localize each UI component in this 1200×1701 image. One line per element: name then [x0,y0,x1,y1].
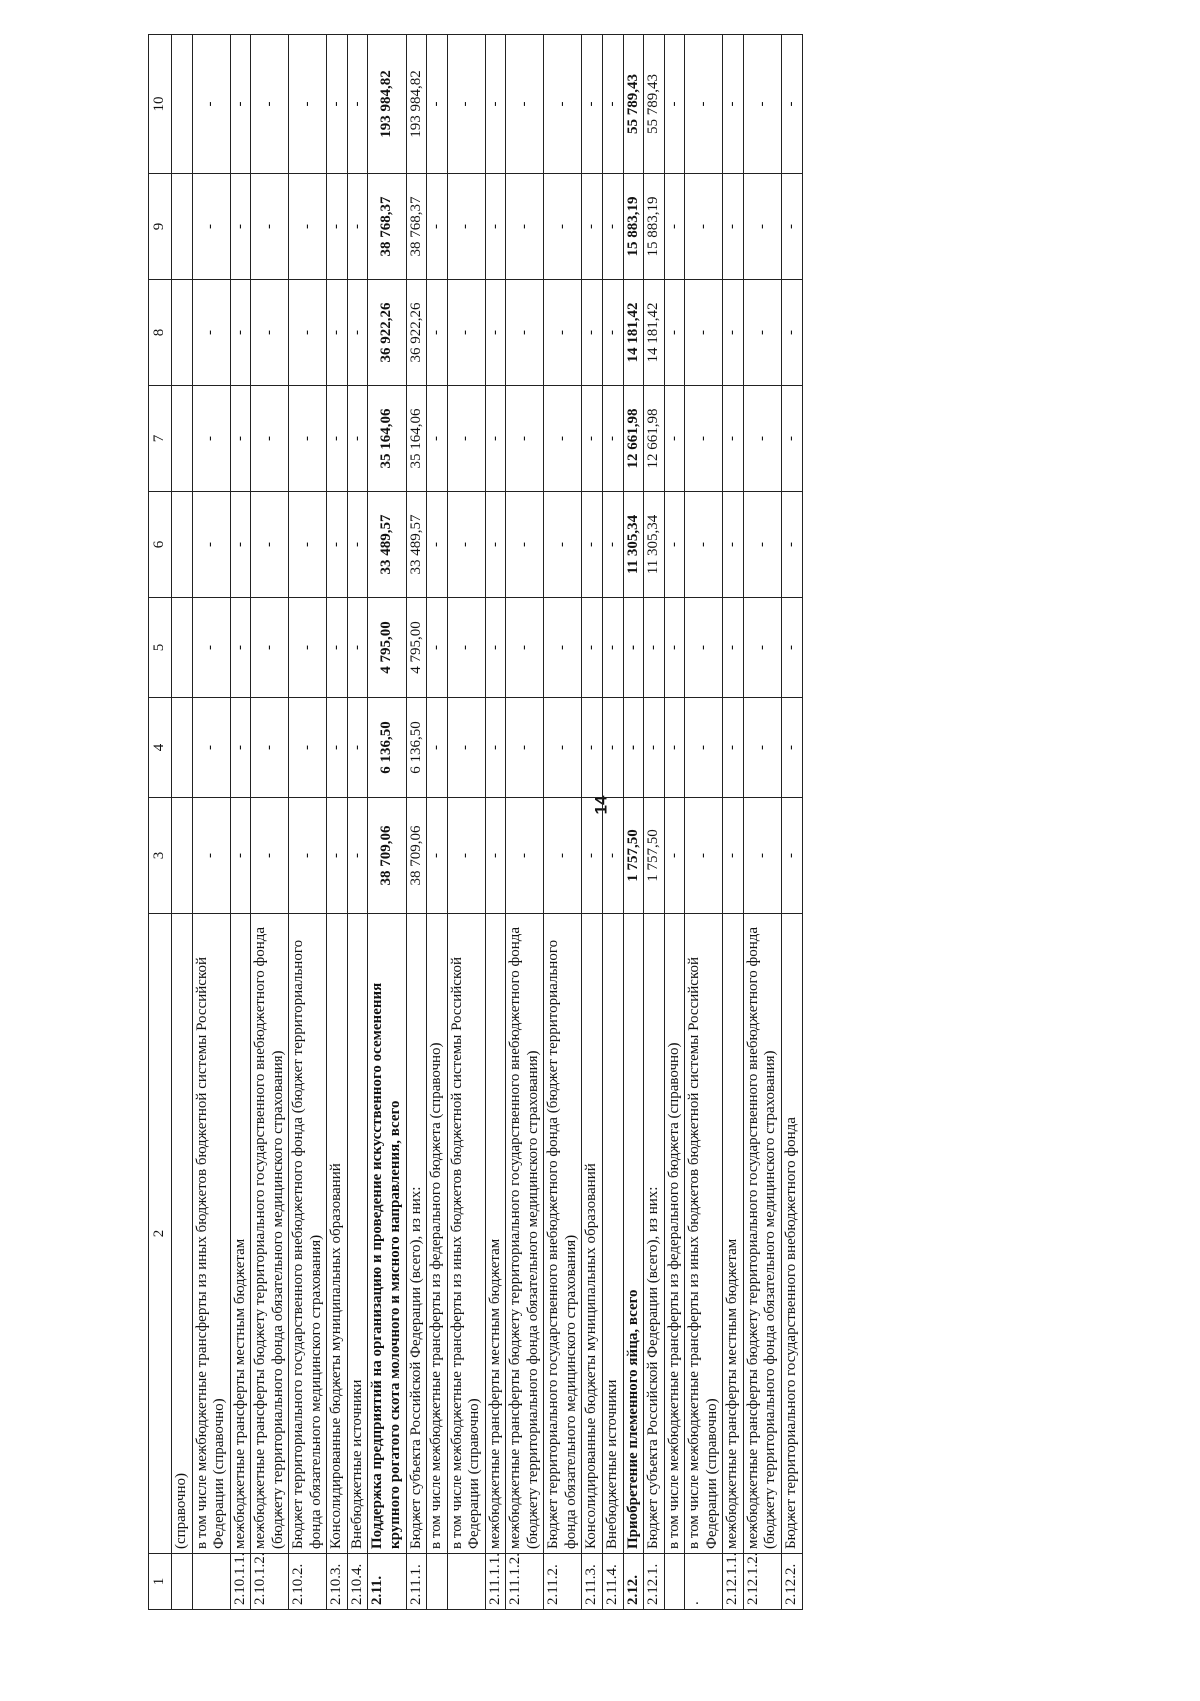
value-cell: - [685,492,723,598]
row-code [447,1554,485,1610]
value-cell: - [251,280,289,386]
value-cell: - [251,798,289,914]
row-name: Поддержка предприятий на организацию и проведение искусственного осеменения крупного рогатого скота молочного и мясного направления, всего [368,914,406,1554]
value-cell [172,174,193,280]
value-cell: - [427,174,448,280]
value-cell: 11 305,34 [644,492,665,598]
value-cell: - [664,798,685,914]
row-code: 2.12.2. [781,1554,802,1610]
value-cell: - [289,798,327,914]
value-cell: - [427,598,448,698]
value-cell: - [685,798,723,914]
value-cell: - [781,798,802,914]
row-name: в том числе межбюджетные трансферты из федерального бюджета (справочно) [427,914,448,1554]
row-name: в том числе межбюджетные трансферты из иных бюджетов бюджетной системы Российской Федерации (справочно) [685,914,723,1554]
value-cell: - [544,174,582,280]
value-cell: - [347,35,368,174]
header-cell: 6 [149,492,172,598]
value-cell: - [251,35,289,174]
value-cell [172,386,193,492]
value-cell: 12 661,98 [644,386,665,492]
value-cell: - [582,386,603,492]
value-cell: - [251,598,289,698]
value-cell: - [447,698,485,798]
value-cell: - [427,35,448,174]
value-cell: - [447,386,485,492]
value-cell: 33 489,57 [368,492,406,598]
value-cell: - [723,698,744,798]
value-cell: - [289,280,327,386]
table-row [723,35,744,1610]
table-row [327,35,348,1610]
value-cell: 36 922,26 [368,280,406,386]
row-code: 2.10.4. [347,1554,368,1610]
value-cell: - [544,598,582,698]
value-cell: - [327,798,348,914]
value-cell: - [327,698,348,798]
table-row [251,35,289,1610]
row-name: Внебюджетные источники [603,914,624,1554]
value-cell: - [347,798,368,914]
row-code: 2.11.1.1. [485,1554,506,1610]
value-cell: - [485,35,506,174]
row-name: Приобретение племенного яйца, всего [623,914,644,1554]
rotated-table-container [148,35,1148,1610]
value-cell: - [289,492,327,598]
value-cell: - [603,492,624,598]
value-cell: - [544,386,582,492]
table-row [743,35,781,1610]
value-cell: - [781,386,802,492]
row-code: 2.11. [368,1554,406,1610]
row-code: 2.11.2. [544,1554,582,1610]
value-cell: - [603,698,624,798]
value-cell: - [781,35,802,174]
value-cell [172,492,193,598]
value-cell: - [723,35,744,174]
value-cell: 1 757,50 [644,798,665,914]
value-cell: - [427,386,448,492]
table-row [289,35,327,1610]
value-cell: - [506,280,544,386]
table-row [406,35,427,1610]
value-cell [172,598,193,698]
row-name: межбюджетные трансферты местным бюджетам [230,914,251,1554]
value-cell [172,280,193,386]
value-cell: - [743,698,781,798]
value-cell: - [723,598,744,698]
row-name: Консолидированные бюджеты муниципальных образований [327,914,348,1554]
value-cell: - [623,598,644,698]
value-cell: - [347,698,368,798]
value-cell: - [427,280,448,386]
value-cell: 38 709,06 [368,798,406,914]
value-cell: - [781,280,802,386]
value-cell: - [582,798,603,914]
value-cell: - [544,492,582,598]
value-cell: - [544,280,582,386]
value-cell: - [251,698,289,798]
row-code: 2.12. [623,1554,644,1610]
header-cell: 7 [149,386,172,492]
value-cell: - [427,798,448,914]
value-cell: - [327,174,348,280]
value-cell: - [685,598,723,698]
value-cell: - [743,492,781,598]
row-code [664,1554,685,1610]
value-cell: - [230,35,251,174]
row-name: в том числе межбюджетные трансферты из федерального бюджета (справочно) [664,914,685,1554]
value-cell: - [664,280,685,386]
value-cell: - [327,280,348,386]
value-cell: 14 181,42 [623,280,644,386]
table-row [582,35,603,1610]
table-row [685,35,723,1610]
row-name: межбюджетные трансферты местным бюджетам [723,914,744,1554]
value-cell: - [664,174,685,280]
value-cell: 6 136,50 [406,698,427,798]
value-cell: 33 489,57 [406,492,427,598]
value-cell: - [447,598,485,698]
row-name: в том числе межбюджетные трансферты из иных бюджетов бюджетной системы Российской Федерации (справочно) [447,914,485,1554]
value-cell: - [485,280,506,386]
value-cell: 1 757,50 [623,798,644,914]
row-code: 2.11.1. [406,1554,427,1610]
value-cell: - [582,280,603,386]
row-code: 2.10.1.2. [251,1554,289,1610]
value-cell: - [723,280,744,386]
value-cell: - [289,174,327,280]
row-code: 2.12.1. [644,1554,665,1610]
value-cell: - [623,698,644,798]
value-cell: 12 661,98 [623,386,644,492]
value-cell: 193 984,82 [406,35,427,174]
header-cell: 2 [149,914,172,1554]
value-cell: - [347,598,368,698]
row-code: . [685,1554,723,1610]
value-cell: - [603,35,624,174]
value-cell: - [544,698,582,798]
table-row [368,35,406,1610]
value-cell: - [506,386,544,492]
value-cell: 55 789,43 [644,35,665,174]
value-cell [172,35,193,174]
value-cell: - [685,280,723,386]
value-cell: - [743,174,781,280]
row-name: в том числе межбюджетные трансферты из иных бюджетов бюджетной системы Российской Федерации (справочно) [192,914,230,1554]
value-cell: - [685,386,723,492]
value-cell: - [685,174,723,280]
value-cell: - [743,798,781,914]
header-cell: 1 [149,1554,172,1610]
value-cell: 4 795,00 [406,598,427,698]
row-name: Внебюджетные источники [347,914,368,1554]
value-cell: - [664,386,685,492]
value-cell: 6 136,50 [368,698,406,798]
row-code: 2.10.2. [289,1554,327,1610]
row-name: межбюджетные трансферты бюджету территориального государственного внебюджетного фонда (бюджету территориального фонда обязательного медицинского страхования) [251,914,289,1554]
value-cell: - [251,174,289,280]
row-name: (справочно) [172,914,193,1554]
table-row [427,35,448,1610]
value-cell: - [485,598,506,698]
value-cell: - [327,492,348,598]
value-cell: - [781,598,802,698]
value-cell: - [192,35,230,174]
value-cell: - [723,386,744,492]
row-name: Консолидированные бюджеты муниципальных образований [582,914,603,1554]
table-row [781,35,802,1610]
value-cell: - [327,386,348,492]
row-name: межбюджетные трансферты местным бюджетам [485,914,506,1554]
row-name: Бюджет территориального государственного внебюджетного фонда (бюджет территориального фонда обязательного медицинского страхования) [289,914,327,1554]
value-cell: - [289,698,327,798]
value-cell: - [485,174,506,280]
value-cell: - [723,798,744,914]
budget-table [148,34,803,1610]
value-cell: - [506,492,544,598]
value-cell: - [447,798,485,914]
value-cell: - [582,598,603,698]
header-cell: 10 [149,35,172,174]
value-cell: - [603,386,624,492]
value-cell: - [506,698,544,798]
value-cell: - [506,174,544,280]
value-cell: - [230,280,251,386]
table-row [447,35,485,1610]
value-cell: - [427,492,448,598]
value-cell: 4 795,00 [368,598,406,698]
value-cell: - [723,492,744,598]
value-cell: 15 883,19 [623,174,644,280]
table-row [347,35,368,1610]
value-cell: - [723,174,744,280]
value-cell: 11 305,34 [623,492,644,598]
row-name: Бюджет территориального государственного внебюджетного фонда [781,914,802,1554]
value-cell: - [603,280,624,386]
value-cell: - [664,35,685,174]
value-cell: 38 768,37 [406,174,427,280]
value-cell: - [743,386,781,492]
value-cell: - [230,598,251,698]
value-cell: 15 883,19 [644,174,665,280]
header-cell: 5 [149,598,172,698]
value-cell: - [192,386,230,492]
row-code: 2.10.3. [327,1554,348,1610]
value-cell: 36 922,26 [406,280,427,386]
value-cell [172,698,193,798]
value-cell: - [192,598,230,698]
value-cell: - [230,386,251,492]
header-cell: 4 [149,698,172,798]
value-cell: - [485,492,506,598]
value-cell: - [289,598,327,698]
value-cell: - [192,698,230,798]
table-row [172,35,193,1610]
table-row [230,35,251,1610]
value-cell: - [289,386,327,492]
value-cell: 35 164,06 [368,386,406,492]
table-row [664,35,685,1610]
header-row [149,35,172,1610]
value-cell: - [192,280,230,386]
row-name: Бюджет территориального государственного внебюджетного фонда (бюджет территориального фонда обязательного медицинского страхования) [544,914,582,1554]
value-cell: - [192,492,230,598]
page-number: 14 [591,795,611,815]
value-cell: - [347,386,368,492]
value-cell: 38 768,37 [368,174,406,280]
value-cell: - [644,698,665,798]
value-cell: 55 789,43 [623,35,644,174]
value-cell: - [506,35,544,174]
row-name: Бюджет субъекта Российской Федерации (всего), из них: [644,914,665,1554]
value-cell: - [447,280,485,386]
value-cell: - [644,598,665,698]
value-cell: - [603,174,624,280]
value-cell: - [664,598,685,698]
row-code: 2.11.4. [603,1554,624,1610]
value-cell: - [685,35,723,174]
table-row [192,35,230,1610]
table-row [485,35,506,1610]
value-cell: 35 164,06 [406,386,427,492]
value-cell: - [447,492,485,598]
value-cell: - [447,174,485,280]
row-code [427,1554,448,1610]
value-cell: - [427,698,448,798]
value-cell: - [251,386,289,492]
value-cell: - [230,698,251,798]
table-row [623,35,644,1610]
value-cell: - [582,492,603,598]
value-cell: - [327,598,348,698]
row-name: Бюджет субъекта Российской Федерации (всего), из них: [406,914,427,1554]
row-code: 2.10.1.1. [230,1554,251,1610]
value-cell: - [582,174,603,280]
table-row [544,35,582,1610]
row-code: 2.12.1.1. [723,1554,744,1610]
row-code: 2.12.1.2. [743,1554,781,1610]
value-cell: - [664,698,685,798]
row-code: 2.11.1.2. [506,1554,544,1610]
value-cell: - [743,35,781,174]
value-cell: - [485,386,506,492]
header-cell: 8 [149,280,172,386]
row-code [172,1554,193,1610]
value-cell: - [230,174,251,280]
value-cell: - [230,492,251,598]
value-cell: - [506,798,544,914]
value-cell: 193 984,82 [368,35,406,174]
value-cell: - [347,492,368,598]
value-cell: - [506,598,544,698]
value-cell: - [743,598,781,698]
value-cell: - [327,35,348,174]
value-cell: - [582,698,603,798]
value-cell: - [685,698,723,798]
value-cell: - [664,492,685,598]
header-cell: 3 [149,798,172,914]
value-cell: - [289,35,327,174]
row-name: межбюджетные трансферты бюджету территориального государственного внебюджетного фонда (бюджету территориального фонда обязательного медицинского страхования) [506,914,544,1554]
value-cell: - [251,492,289,598]
value-cell: - [781,174,802,280]
value-cell: - [347,174,368,280]
value-cell: - [781,698,802,798]
value-cell: - [582,35,603,174]
row-name: межбюджетные трансферты бюджету территориального государственного внебюджетного фонда (бюджету территориального фонда обязательного медицинского страхования) [743,914,781,1554]
value-cell: - [544,798,582,914]
value-cell: - [781,492,802,598]
value-cell: - [485,798,506,914]
value-cell [172,798,193,914]
value-cell: - [603,798,624,914]
value-cell: - [192,798,230,914]
value-cell: - [743,280,781,386]
value-cell: - [603,598,624,698]
value-cell: - [347,280,368,386]
row-code [192,1554,230,1610]
table-row [644,35,665,1610]
value-cell: 38 709,06 [406,798,427,914]
value-cell: - [485,698,506,798]
header-cell: 9 [149,174,172,280]
value-cell: - [230,798,251,914]
value-cell: - [447,35,485,174]
value-cell: 14 181,42 [644,280,665,386]
table-row [603,35,624,1610]
value-cell: - [192,174,230,280]
value-cell: - [544,35,582,174]
table-row [506,35,544,1610]
row-code: 2.11.3. [582,1554,603,1610]
